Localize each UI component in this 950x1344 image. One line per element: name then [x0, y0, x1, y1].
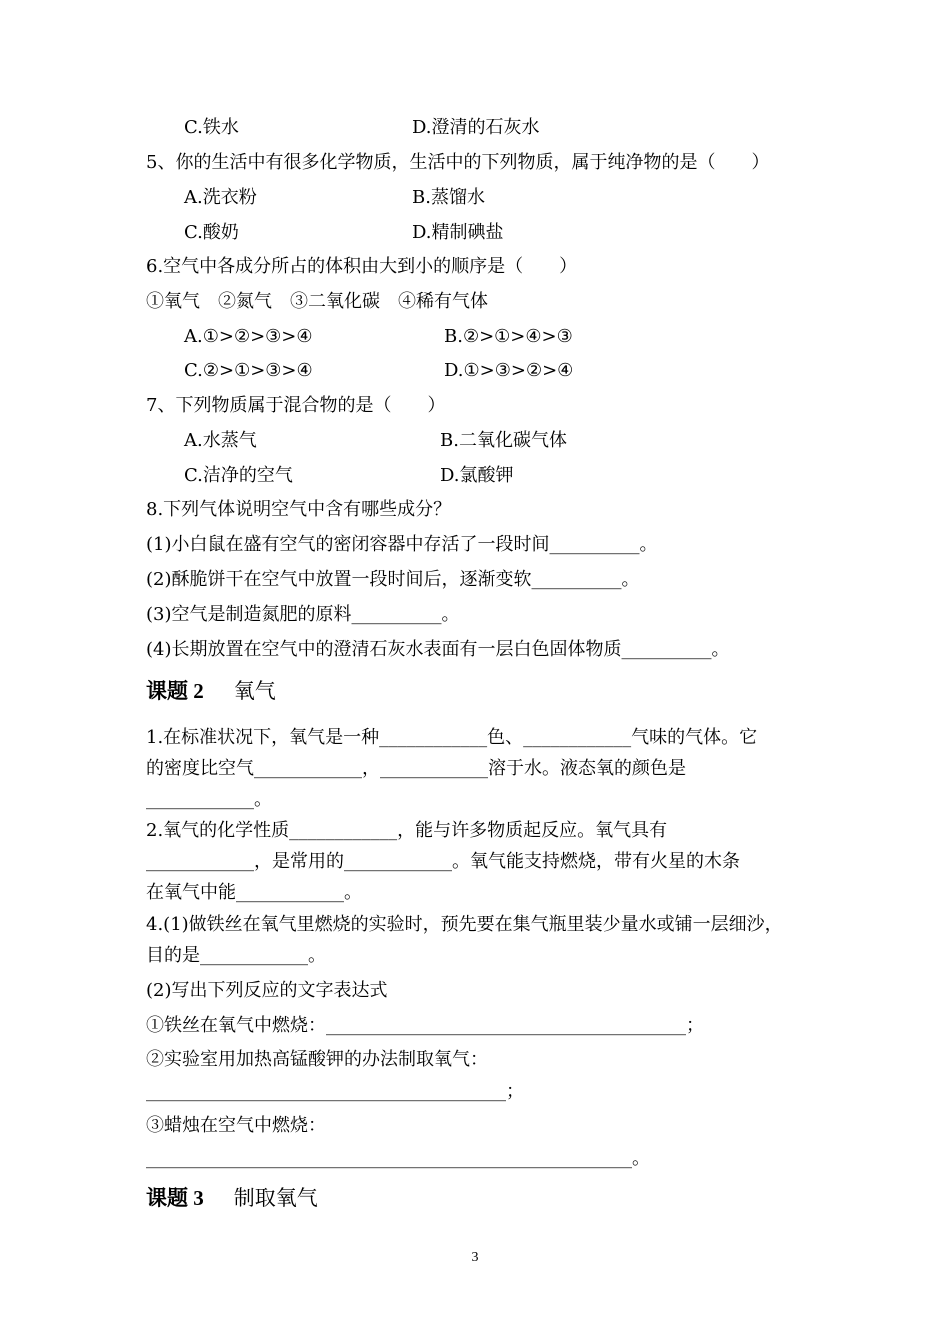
q6-items: ①氧气 ②氮气 ③二氧化碳 ④稀有气体: [146, 291, 488, 312]
q8-part-2: (2)酥脆饼干在空气中放置一段时间后，逐渐变软__________。: [146, 569, 640, 590]
q8-stem: 8.下列气体说明空气中含有哪些成分？: [146, 499, 452, 520]
lesson-3-title: 制取氧气: [233, 1186, 318, 1210]
q6-option-d: D.①>③>②>④: [444, 360, 574, 381]
q6-option-a: A.①>②>③>④: [184, 326, 313, 347]
q7-option-d: D.氯酸钾: [440, 465, 514, 486]
l2-q4-reaction-3-blank: ______________________________________________________。: [146, 1148, 650, 1169]
q7-option-b: B.二氧化碳气体: [440, 430, 567, 451]
l2-q1-line-1: 1.在标准状况下，氧气是一种____________色、____________气味的气体。它: [146, 727, 758, 748]
l2-q2-line-3: 在氧气中能____________。: [146, 882, 362, 903]
lesson-3-number: 课题 3: [146, 1186, 204, 1210]
l2-q2-line-2: ____________，是常用的____________。氧气能支持燃烧，带有火星的木条: [146, 851, 740, 872]
q5-stem: 5、你的生活中有很多化学物质，生活中的下列物质，属于纯净物的是（ ）: [146, 152, 770, 173]
l2-q1-line-2: 的密度比空气____________，____________溶于水。液态氧的颜色是: [146, 758, 686, 779]
l2-q4-line-3: (2)写出下列反应的文字表达式: [146, 980, 388, 1001]
l2-q4-reaction-2: ②实验室用加热高锰酸钾的办法制取氧气：: [146, 1049, 488, 1070]
l2-q2-line-1: 2.氧气的化学性质____________，能与许多物质起反应。氧气具有: [146, 820, 668, 841]
q6-option-c: C.②>①>③>④: [184, 360, 313, 381]
q6-option-b: B.②>①>④>③: [444, 326, 573, 347]
l2-q4-reaction-2-blank: ________________________________________；: [146, 1081, 524, 1102]
l2-q4-line-1: 4.(1)做铁丝在氧气里燃烧的实验时，预先要在集气瓶里装少量水或铺一层细沙，: [146, 914, 783, 935]
l2-q4-line-2: 目的是____________。: [146, 945, 326, 966]
lesson-2-title: 氧气: [233, 679, 276, 703]
q8-part-4: (4)长期放置在空气中的澄清石灰水表面有一层白色固体物质__________。: [146, 639, 730, 660]
q7-option-a: A.水蒸气: [184, 430, 257, 451]
q5-option-a: A.洗衣粉: [184, 187, 257, 208]
l2-q1-line-3: ____________。: [146, 789, 272, 810]
lesson-2-number: 课题 2: [146, 679, 204, 703]
q8-part-1: (1)小白鼠在盛有空气的密闭容器中存活了一段时间__________。: [146, 534, 658, 555]
lesson-3-heading: [146, 1183, 318, 1213]
q8-part-3: (3)空气是制造氮肥的原料__________。: [146, 604, 460, 625]
q6-stem: 6.空气中各成分所占的体积由大到小的顺序是（ ）: [146, 256, 578, 277]
q5-option-d: D.精制碘盐: [412, 222, 504, 243]
q4-option-d: D.澄清的石灰水: [412, 117, 540, 138]
lesson-2-heading: [146, 676, 276, 706]
q5-option-c: C.酸奶: [184, 222, 239, 243]
l2-q4-reaction-1: ①铁丝在氧气中燃烧：________________________________________；: [146, 1015, 704, 1036]
q7-option-c: C.洁净的空气: [184, 465, 293, 486]
q5-option-b: B.蒸馏水: [412, 187, 485, 208]
q4-option-c: C.铁水: [184, 117, 239, 138]
page-number: 3: [471, 1250, 479, 1265]
q7-stem: 7、下列物质属于混合物的是（ ）: [146, 395, 446, 416]
l2-q4-reaction-3: ③蜡烛在空气中燃烧：: [146, 1115, 326, 1136]
